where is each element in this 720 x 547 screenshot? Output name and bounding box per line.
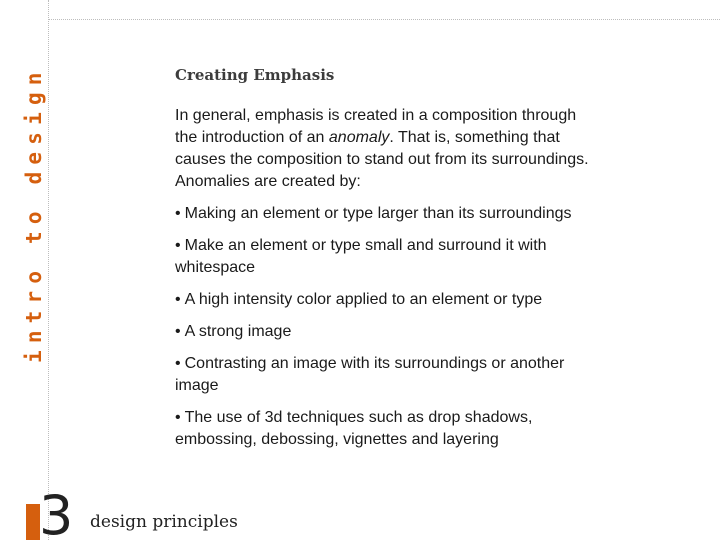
- bullet-glyph: •: [175, 355, 181, 372]
- intro-emphasis: anomaly: [328, 129, 390, 146]
- list-item: [175, 321, 595, 343]
- list-item-text: A high intensity color applied to an element or type: [184, 291, 543, 308]
- frame-left-line: [48, 0, 49, 540]
- intro-text-before: In general, emphasis is created in a composition through the introduction of an: [175, 107, 577, 146]
- list-item: [175, 203, 595, 225]
- intro-paragraph: [175, 105, 595, 193]
- footer-section-title: design principles: [90, 512, 238, 532]
- side-title: intro to design: [22, 65, 46, 363]
- intro-text-after: . That is, something that causes the composition to stand out from its surroundings. Anomalies are created by:: [175, 129, 589, 190]
- list-item-text: A strong image: [184, 323, 292, 340]
- list-item: [175, 407, 595, 451]
- bullet-glyph: •: [175, 409, 181, 426]
- list-item-text: The use of 3d techniques such as drop shadows, embossing, debossing, vignettes and layering: [175, 409, 533, 448]
- slide-number-accent-bar: [26, 504, 40, 540]
- slide-content: [175, 105, 595, 461]
- bullet-glyph: •: [175, 323, 181, 340]
- frame-top-line: [48, 19, 720, 20]
- slide-heading: Creating Emphasis: [175, 66, 335, 84]
- list-item: [175, 289, 595, 311]
- list-item-text: Make an element or type small and surround it with whitespace: [175, 237, 547, 276]
- slide-number: 3: [39, 484, 74, 547]
- bullet-list: [175, 203, 595, 451]
- bullet-glyph: •: [175, 237, 181, 254]
- list-item: [175, 235, 595, 279]
- bullet-glyph: •: [175, 205, 181, 222]
- list-item: [175, 353, 595, 397]
- bullet-glyph: •: [175, 291, 181, 308]
- list-item-text: Contrasting an image with its surroundings or another image: [175, 355, 565, 394]
- list-item-text: Making an element or type larger than its surroundings: [184, 205, 572, 222]
